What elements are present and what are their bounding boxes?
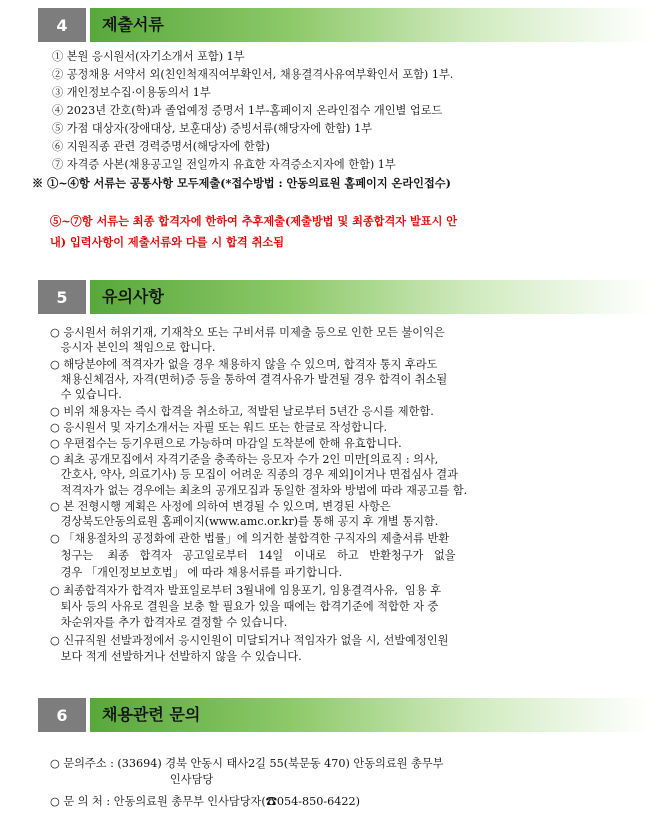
caution-line: ○ 비위 채용자는 즉시 합격을 취소하고, 적발된 날로부터 5년간 응시를 제한함. (50, 405, 434, 418)
document-item: ⑤ 가점 대상자(장애대상, 보훈대상) 증빙서류(해당자에 한함) 1부 (52, 122, 373, 135)
contact-phone: ○ 문 의 처 : 안동의료원 총무부 인사담당자(☎054-850-6422) (50, 795, 360, 808)
document-item: ④ 2023년 간호(학)과 졸업예정 증명서 1부-홈페이지 온라인접수 개인별 업로드 (52, 104, 443, 117)
document-item: ② 공정채용 서약서 외(친인척재직여부확인서, 채용결격사유여부확인서 포함) 1부. (52, 68, 454, 81)
section-header-documents (38, 8, 650, 42)
caution-line: ○ 본 전형시행 계획은 사정에 의하여 변경될 수 있으며, 변경된 사항은 (50, 500, 391, 513)
section-number: 4 (38, 8, 86, 42)
caution-line: 경상북도안동의료원 홈페이지(www.amc.or.kr)를 통해 공지 후 개별 통지함. (50, 515, 439, 528)
caution-line: 적격자가 없는 경우에는 최초의 공개모집과 동일한 절차와 방법에 따라 재공고를 함. (50, 484, 468, 497)
caution-line: ○ 응시원서 및 자기소개서는 자필 또는 워드 또는 한글로 작성합니다. (50, 421, 388, 434)
caution-line: 차순위자를 추가 합격자로 결정할 수 있습니다. (50, 616, 288, 629)
document-item: ⑥ 지원직종 관련 경력증명서(해당자에 한함) (52, 140, 270, 153)
caution-line: ○ 신규직원 선발과정에서 응시인원이 미달되거나 적임자가 없을 시, 선발예정인원 (50, 634, 449, 647)
document-item: ⑦ 자격증 사본(채용공고일 전일까지 유효한 자격증소지자에 한함) 1부 (52, 158, 396, 171)
section-title: 제출서류 (102, 15, 164, 34)
caution-line: 채용신체검사, 자격(면허)증 등을 통하여 결격사유가 발견될 경우 합격이 취소될 (50, 373, 448, 386)
caution-line: 청구는 최종 합격자 공고일로부터 14일 이내로 하고 반환청구가 없을 (50, 549, 456, 562)
section-title: 채용관련 문의 (102, 705, 201, 724)
documents-note: ※ ①~④항 서류는 공통사항 모두제출(*접수방법 : 안동의료원 홈페이지 온라인접수) (32, 176, 451, 190)
caution-line: 경우 「개인정보보호법」 에 따라 채용서류를 파기합니다. (50, 566, 343, 579)
document-item: ③ 개인정보수집·이용동의서 1부 (52, 86, 211, 99)
documents-warning-line1: ⑤~⑦항 서류는 최종 합격자에 한하여 추후제출(제출방법 및 최종합격자 발표시 안 (50, 214, 458, 228)
section-number: 5 (38, 280, 86, 314)
section-header-contact (38, 698, 650, 732)
caution-line: ○ 최종합격자가 합격자 발표일로부터 3월내에 임용포기, 임용결격사유, 임용 후 (50, 584, 442, 597)
caution-line: 응시자 본인의 책임으로 합니다. (50, 341, 216, 354)
section-number: 6 (38, 698, 86, 732)
caution-line: 수 있습니다. (50, 388, 122, 401)
section-title-bar (90, 8, 650, 42)
document-item: ① 본원 응시원서(자기소개서 포함) 1부 (52, 50, 245, 63)
contact-address-dept: 인사담당 (170, 773, 214, 786)
caution-line: ○ 최초 공개모집에서 자격기준을 충족하는 응모자 수가 2인 미만[의료직 : 의사, (50, 453, 439, 466)
section-title: 유의사항 (102, 287, 164, 306)
documents-warning-line2: 내) 입력사항이 제출서류와 다를 시 합격 취소됨 (50, 235, 284, 249)
caution-line: 간호사, 약사, 의료기사) 등 모집이 어려운 직종의 경우 제외]이거나 면접심사 결과 (50, 468, 458, 481)
caution-line: ○ 응시원서 허위기재, 기재착오 또는 구비서류 미제출 등으로 인한 모든 불이익은 (50, 326, 445, 339)
section-title-bar (90, 698, 650, 732)
section-header-cautions (38, 280, 650, 314)
caution-line: ○ 해당분야에 적격자가 없을 경우 채용하지 않을 수 있으며, 합격자 통지 후라도 (50, 358, 438, 371)
caution-line: 보다 적게 선발하거나 선발하지 않을 수 있습니다. (50, 650, 302, 663)
section-title-bar (90, 280, 650, 314)
contact-address: ○ 문의주소 : (33694) 경북 안동시 태사2길 55(북문동 470) 안동의료원 총무부 (50, 757, 444, 770)
caution-line: ○ 우편접수는 등기우편으로 가능하며 마감일 도착분에 한해 유효합니다. (50, 437, 402, 450)
caution-line: 퇴사 등의 사유로 결원을 보충 할 필요가 있을 때에는 합격기준에 적합한 자 중 (50, 600, 439, 613)
caution-line: ○ 「채용절차의 공정화에 관한 법률」에 의거한 불합격한 구직자의 제출서류 반환 (50, 532, 450, 545)
